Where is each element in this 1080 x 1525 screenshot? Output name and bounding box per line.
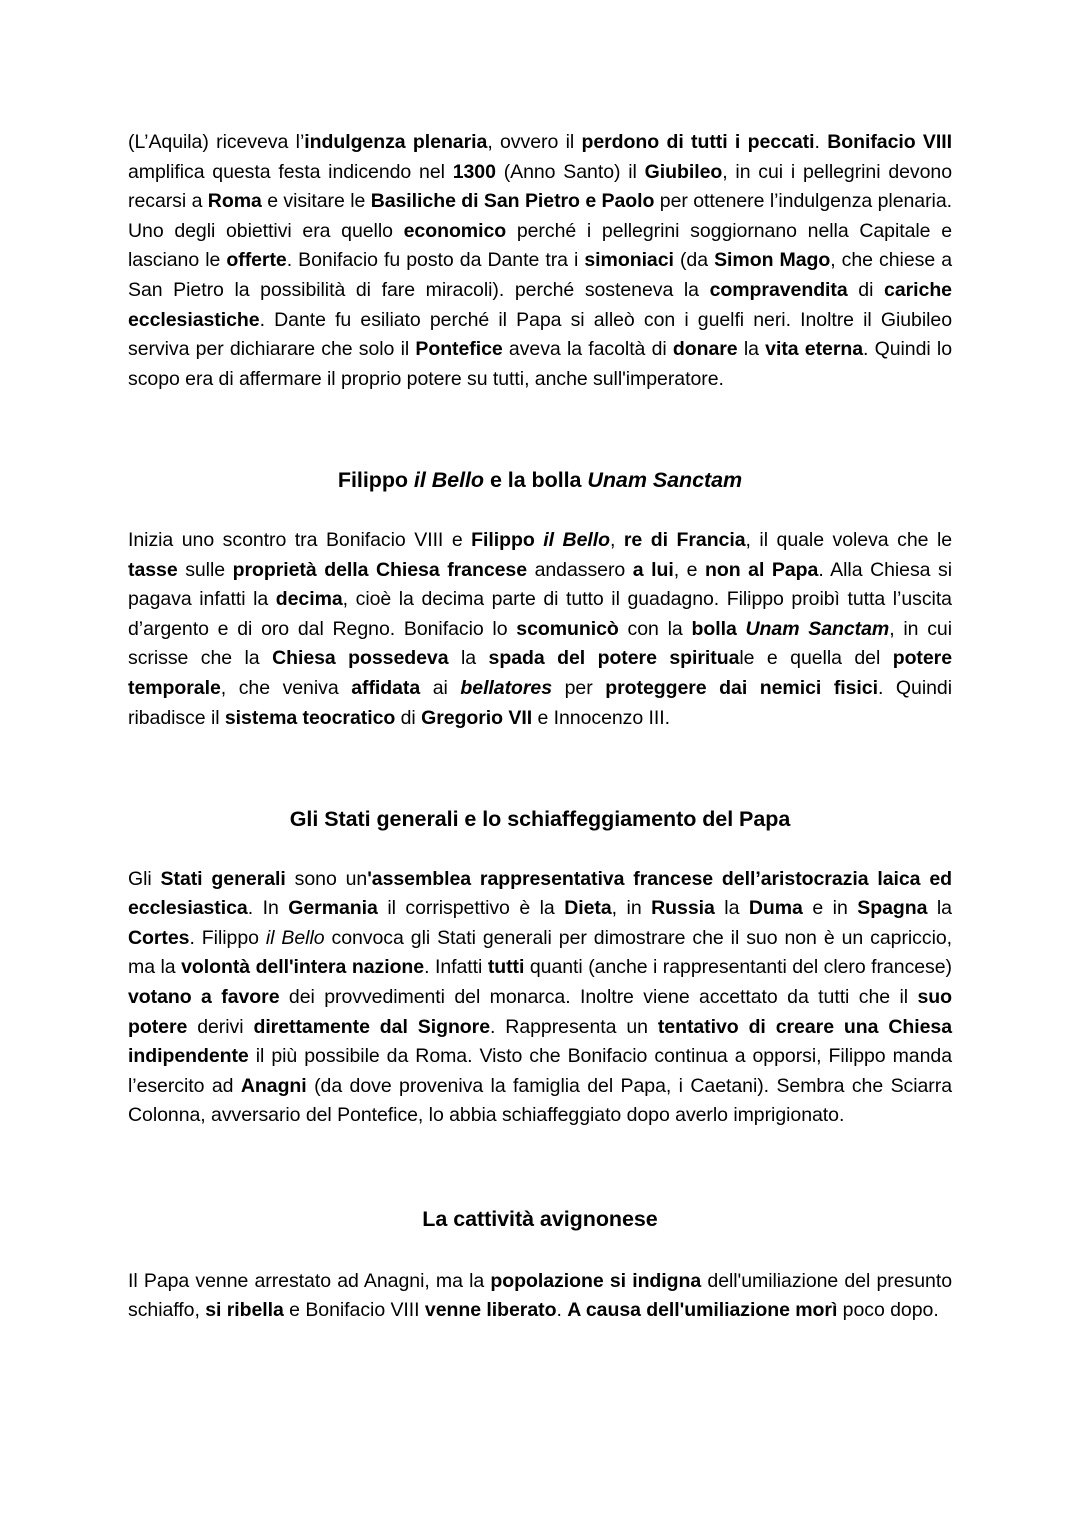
spacer <box>128 1131 952 1205</box>
spacer <box>128 733 952 805</box>
spacer <box>128 1235 952 1267</box>
paragraph-giubileo: (L’Aquila) riceveva l’indulgenza plenaria, ovvero il perdono di tutti i peccati. Bonifacio VIII amplifica questa festa indicendo nel 1300 (Anno Santo) il Giubileo, in cui i pellegrini devono recarsi a Roma e visitare le Basiliche di San Pietro e Paolo per ottenere l’indulgenza plenaria. Uno degli obiettivi era quello economico perché i pellegrini soggiornano nella Capitale e lasciano le offerte. Bonifacio fu posto da Dante tra i simoniaci (da Simon Mago, che chiese a San Pietro la possibilità di fare miracoli). perché sosteneva la compravendita di cariche ecclesiastiche. Dante fu esiliato perché il Papa si alleò con i guelfi neri. Inoltre il Giubileo serviva per dichiarare che solo il Pontefice aveva la facoltà di donare la vita eterna. Quindi lo scopo era di affermare il proprio potere su tutti, anche sull'imperatore. <box>128 131 952 390</box>
heading-stati-generali: Gli Stati generali e lo schiaffeggiamento del Papa <box>289 807 791 832</box>
heading-cattivita-avignonese: La cattività avignonese <box>422 1207 658 1232</box>
spacer <box>128 394 952 466</box>
heading-filippo-il-bello: Filippo il Bello e la bolla Unam Sanctam <box>337 468 743 493</box>
document-content <box>128 128 952 1326</box>
paragraph-unam-sanctam: Inizia uno scontro tra Bonifacio VIII e Filippo il Bello, re di Francia, il quale voleva che le tasse sulle proprietà della Chiesa francese andassero a lui, e non al Papa. Alla Chiesa si pagava infatti la decima, cioè la decima parte di tutto il guadagno. Filippo proibì tutta l’uscita d’argento e di oro dal Regno. Bonifacio lo scomunicò con la bolla Unam Sanctam, in cui scrisse che la Chiesa possedeva la spada del potere spirituale e quella del potere temporale, che veniva affidata ai bellatores per proteggere dai nemici fisici. Quindi ribadisce il sistema teocratico di Gregorio VII e Innocenzo III. <box>128 528 953 729</box>
spacer <box>128 835 952 865</box>
paragraph-cattivita-avignonese: Il Papa venne arrestato ad Anagni, ma la popolazione si indigna dell'umiliazione del presunto schiaffo, si ribella e Bonifacio VIII venne liberato. A causa dell'umiliazione morì poco dopo. <box>128 1269 952 1322</box>
paragraph-stati-generali: Gli Stati generali sono un'assemblea rappresentativa francese dell’aristocrazia laica ed ecclesiastica. In Germania il corrispettivo è la Dieta, in Russia la Duma e in Spagna la Cortes. Filippo il Bello convoca gli Stati generali per dimostrare che il suo non è un capriccio, ma la volontà dell'intera nazione. Infatti tutti quanti (anche i rappresentanti del clero francese) votano a favore dei provvedimenti del monarca. Inoltre viene accettato da tutti che il suo potere derivi direttamente dal Signore. Rappresenta un tentativo di creare una Chiesa indipendente il più possibile da Roma. Visto che Bonifacio continua a opporsi, Filippo manda l’esercito ad Anagni (da dove proveniva la famiglia del Papa, i Caetani). Sembra che Sciarra Colonna, avversario del Pontefice, lo abbia schiaffeggiato dopo averlo imprigionato. <box>128 867 953 1127</box>
spacer <box>128 496 952 526</box>
